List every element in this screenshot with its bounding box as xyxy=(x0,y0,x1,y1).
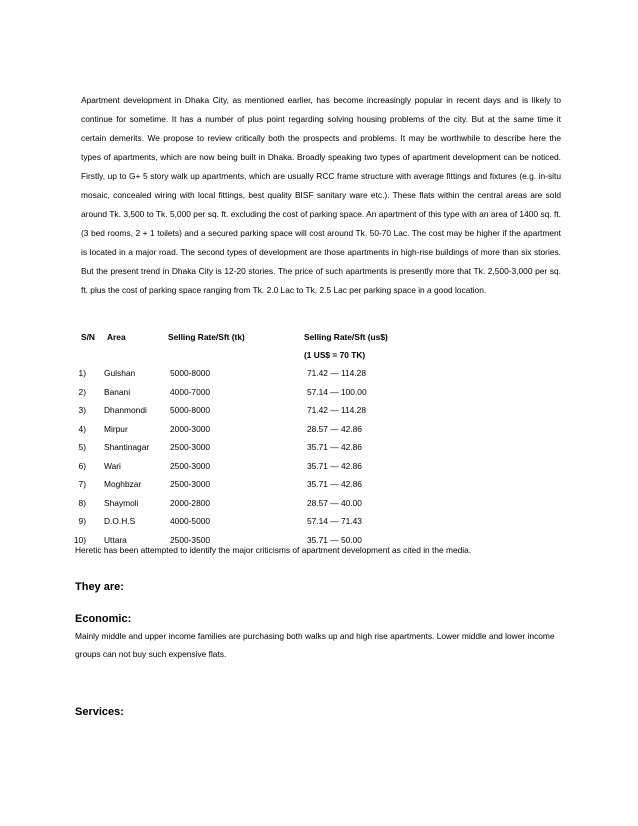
row-sn: 10) xyxy=(73,534,86,545)
row-sn: 3) xyxy=(78,405,86,415)
row-area: D.O.H.S xyxy=(104,516,136,526)
row-rate-tk: 2500-3000 xyxy=(170,442,211,452)
row-area: Dhanmondi xyxy=(104,405,147,415)
row-rate-tk: 4000-7000 xyxy=(170,386,211,397)
row-rate-tk: 5000-8000 xyxy=(170,405,211,415)
economic-heading: Economic: xyxy=(75,613,132,625)
intro-paragraph: Apartment development in Dhaka City, as mentioned earlier, has become increasingly popular in recent days and is likely to continue for sometime. It has a number of plus point regarding solving housing problems of the city. But at the same time it certain demerits. We propose to review critically both the prospects and problems. It may be worthwhile to describe here the types of apartments, which are now being built in Dhaka. Broadly speaking two types of apartment development can be noticed. Firstly, up to G+ 5 story walk up apartments, which are usually RCC frame structure with average fittings and fixtures (e.g. in-situ mosaic, concealed wiring with local fittings, best quality BISF sanitary ware etc.). These flats within the central areas are sold around Tk. 3,500 to Tk. 5,000 per sq. ft. excluding the cost of parking space. An apartment of this type with an area of 1400 sq. ft. (3 bed rooms, 2 + 1 toilets) and a secured parking space will cost around Tk. 50-70 Lac. The cost may be higher if the apartment is located in a major road. The second types of development are those apartments in high-rise buildings of more than six stories. But the present trend in Dhaka City is 12-20 stories. The price of such apartments is presently more that Tk. 2,500-3,000 per sq. ft. plus the cost of parking space ranging from Tk. 2.0 Lac to Tk. 2.5 Lac per parking space in a good location. xyxy=(81,95,561,295)
header-rate-usd-sub: (1 US$ = 70 TK) xyxy=(304,350,366,360)
row-sn: 5) xyxy=(78,442,86,452)
row-rate-tk: 2500-3000 xyxy=(170,479,211,489)
criticism-note: Heretic has been attempted to identify the major criticisms of apartment development as cited in the media. xyxy=(75,545,472,555)
row-area: Wari xyxy=(104,460,121,471)
row-rate-usd: 57.14 — 71.43 xyxy=(307,516,362,526)
row-rate-usd: 35.71 — 50.00 xyxy=(307,534,362,545)
row-area: Banani xyxy=(104,386,131,397)
row-sn: 9) xyxy=(78,516,86,526)
row-rate-usd: 71.42 — 114.28 xyxy=(307,405,366,415)
row-area: Uttara xyxy=(104,534,127,545)
row-sn: 6) xyxy=(78,460,86,471)
row-sn: 1) xyxy=(78,368,86,378)
row-rate-tk: 4000-5000 xyxy=(170,516,211,526)
row-rate-usd: 35.71 — 42.86 xyxy=(307,442,362,452)
row-rate-usd: 57.14 — 100.00 xyxy=(307,386,367,397)
header-rate-usd: Selling Rate/Sft (us$) xyxy=(304,332,388,342)
they-are-heading: They are: xyxy=(75,581,124,593)
row-sn: 4) xyxy=(78,423,86,434)
row-rate-tk: 2500-3500 xyxy=(170,534,211,545)
row-sn: 8) xyxy=(78,497,86,508)
row-rate-tk: 2500-3000 xyxy=(170,460,211,471)
row-area: Shantinagar xyxy=(104,442,150,452)
row-area: Moghbzar xyxy=(104,479,142,489)
header-sn: S/N xyxy=(81,332,95,342)
row-area: Shaymoli xyxy=(104,497,139,508)
services-heading: Services: xyxy=(75,706,124,718)
row-area: Gulshan xyxy=(104,368,136,378)
row-sn: 7) xyxy=(78,479,86,489)
row-rate-usd: 35.71 — 42.86 xyxy=(307,460,362,471)
row-area: Mirpur xyxy=(104,423,128,434)
header-rate-tk: Selling Rate/Sft (tk) xyxy=(168,332,245,342)
row-rate-tk: 2000-2800 xyxy=(170,497,211,508)
economic-text: Mainly middle and upper income families are purchasing both walks up and high rise apartments. Lower middle and lower income groups can not buy such expensive flats. xyxy=(75,631,555,659)
row-rate-tk: 2000-3000 xyxy=(170,423,211,434)
header-area: Area xyxy=(107,332,126,342)
row-rate-tk: 5000-8000 xyxy=(170,368,211,378)
row-rate-usd: 28.57 — 42.86 xyxy=(307,423,362,434)
row-rate-usd: 28.57 — 40.00 xyxy=(307,497,362,508)
row-sn: 2) xyxy=(78,386,86,397)
row-rate-usd: 35.71 — 42.86 xyxy=(307,479,362,489)
row-rate-usd: 71.42 — 114.28 xyxy=(307,368,366,378)
